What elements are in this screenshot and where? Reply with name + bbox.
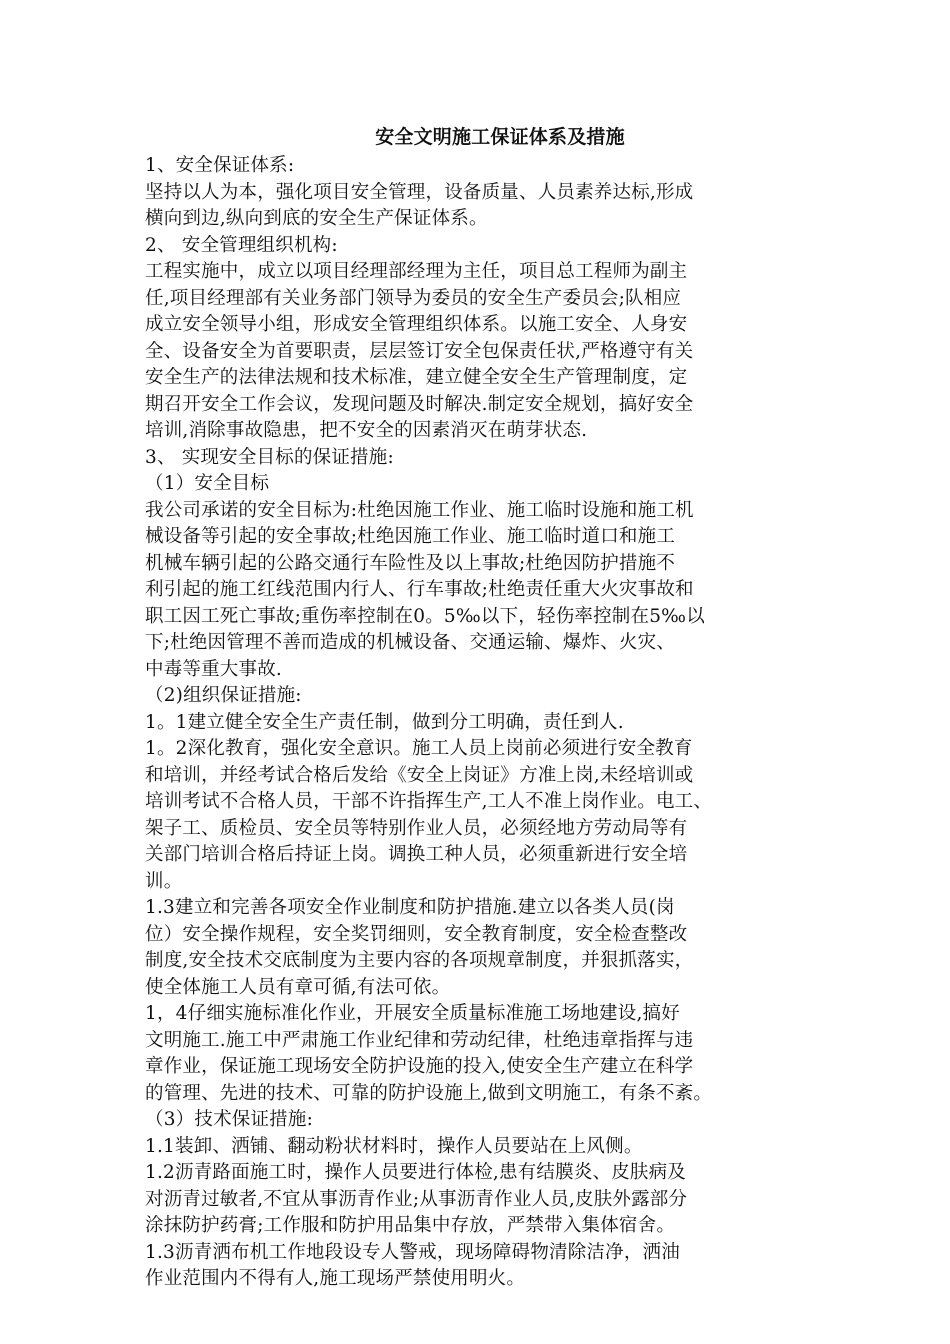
text-line: 对沥青过敏者,不宜从事沥青作业;从事沥青作业人员,皮肤外露部分 xyxy=(145,1188,688,1210)
text-line: 横向到边,纵向到底的安全生产保证体系。 xyxy=(145,208,488,229)
text-line: 关部门培训合格后持证上岗。调换工种人员，必须重新进行安全培 xyxy=(145,844,688,865)
text-line: 涂抹防护药膏;工作服和防护用品集中存放，严禁带入集体宿舍。 xyxy=(145,1215,676,1236)
text-line: 的管理、先进的技术、可靠的防护设施上,做到文明施工，有条不紊。 xyxy=(145,1082,713,1104)
text-line: 1，4仔细实施标准化作业，开展安全质量标准施工场地建设,搞好 xyxy=(145,1003,680,1024)
text-line: 械设备等引起的安全事故;杜绝因施工作业、施工临时道口和施工 xyxy=(145,526,676,547)
text-line: 训。 xyxy=(145,870,183,892)
document-title: 安全文明施工保证体系及措施 xyxy=(375,126,625,148)
text-line: 1.3沥青洒布机工作地段设专人警戒，现场障碍物清除洁净，洒油 xyxy=(145,1241,680,1263)
text-line: 作业范围内不得有人,施工现场严禁使用明火。 xyxy=(145,1268,526,1289)
text-line: 制度,安全技术交底制度为主要内容的各项规章制度，并狠抓落实， xyxy=(145,950,694,971)
text-line: 工程实施中，成立以项目经理部经理为主任，项目总工程师为副主 xyxy=(145,261,688,282)
text-line: 2、 安全管理组织机构: xyxy=(145,234,338,256)
text-line: 培训考试不合格人员，干部不许指挥生产,工人不准上岗作业。电工、 xyxy=(145,791,713,812)
text-line: 我公司承诺的安全目标为:杜绝因施工作业、施工临时设施和施工机 xyxy=(145,499,694,521)
text-line: 任,项目经理部有关业务部门领导为委员的安全生产委员会;队相应 xyxy=(145,287,682,309)
text-line: 培训,消除事故隐患，把不安全的因素消灭在萌芽状态. xyxy=(145,420,588,441)
text-line: 成立安全领导小组，形成安全管理组织体系。以施工安全、人身安 xyxy=(145,314,688,335)
text-line: 使全体施工人员有章可循,有法可依。 xyxy=(145,976,451,998)
text-line: 1、安全保证体系: xyxy=(145,155,295,176)
text-line: 职工因工死亡事故;重伤率控制在0。5‰以下，轻伤率控制在5‰以 xyxy=(145,605,705,627)
text-line: 1.2沥青路面施工时，操作人员要进行体检,患有结膜炎、皮肤病及 xyxy=(145,1162,687,1183)
document-text xyxy=(145,153,825,1293)
document-body xyxy=(145,123,825,1293)
text-line: 下;杜绝因管理不善而造成的机械设备、交通运输、爆炸、火灾、 xyxy=(145,632,676,653)
text-line: 坚持以人为本，强化项目安全管理，设备质量、人员素养达标,形成 xyxy=(145,181,694,203)
text-line: 期召开安全工作会议，发现问题及时解决.制定安全规划，搞好安全 xyxy=(145,393,694,415)
text-line: 全、设备安全为首要职责，层层签订安全包保责任状,严格遵守有关 xyxy=(145,340,694,362)
text-line: 文明施工.施工中严肃施工作业纪律和劳动纪律，杜绝违章指挥与违 xyxy=(145,1029,694,1051)
text-line: 机械车辆引起的公路交通行车险性及以上事故;杜绝因防护措施不 xyxy=(145,552,676,574)
text-line: （2)组织保证措施: xyxy=(145,685,302,706)
text-line: 架子工、质检员、安全员等特别作业人员，必须经地方劳动局等有 xyxy=(145,817,688,839)
text-line: （3）技术保证措施: xyxy=(145,1109,314,1130)
text-line: 1.3建立和完善各项安全作业制度和防护措施.建立以各类人员(岗 xyxy=(145,897,675,918)
text-line: 位）安全操作规程，安全奖罚细则，安全教育制度，安全检查整改 xyxy=(145,923,688,945)
text-line: 中毒等重大事故. xyxy=(145,658,282,680)
text-line: 1。2深化教育，强化安全意识。施工人员上岗前必须进行安全教育 xyxy=(145,738,693,759)
text-line: 3、 实现安全目标的保证措施: xyxy=(145,446,394,468)
text-line: 安全生产的法律法规和技术标准，建立健全安全生产管理制度，定 xyxy=(145,367,688,388)
text-line: 1。1建立健全安全生产责任制，做到分工明确，责任到人. xyxy=(145,711,624,733)
text-line: 章作业，保证施工现场安全防护设施的投入,使安全生产建立在科学 xyxy=(145,1056,694,1077)
text-line: 利引起的施工红线范围内行人、行车事故;杜绝责任重大火灾事故和 xyxy=(145,579,694,600)
text-line: 1.1装卸、洒铺、翻动粉状材料时，操作人员要站在上风侧。 xyxy=(145,1135,643,1157)
text-line: （1）安全目标 xyxy=(145,473,270,494)
text-line: 和培训，并经考试合格后发给《安全上岗证》方准上岗,未经培训或 xyxy=(145,764,694,786)
